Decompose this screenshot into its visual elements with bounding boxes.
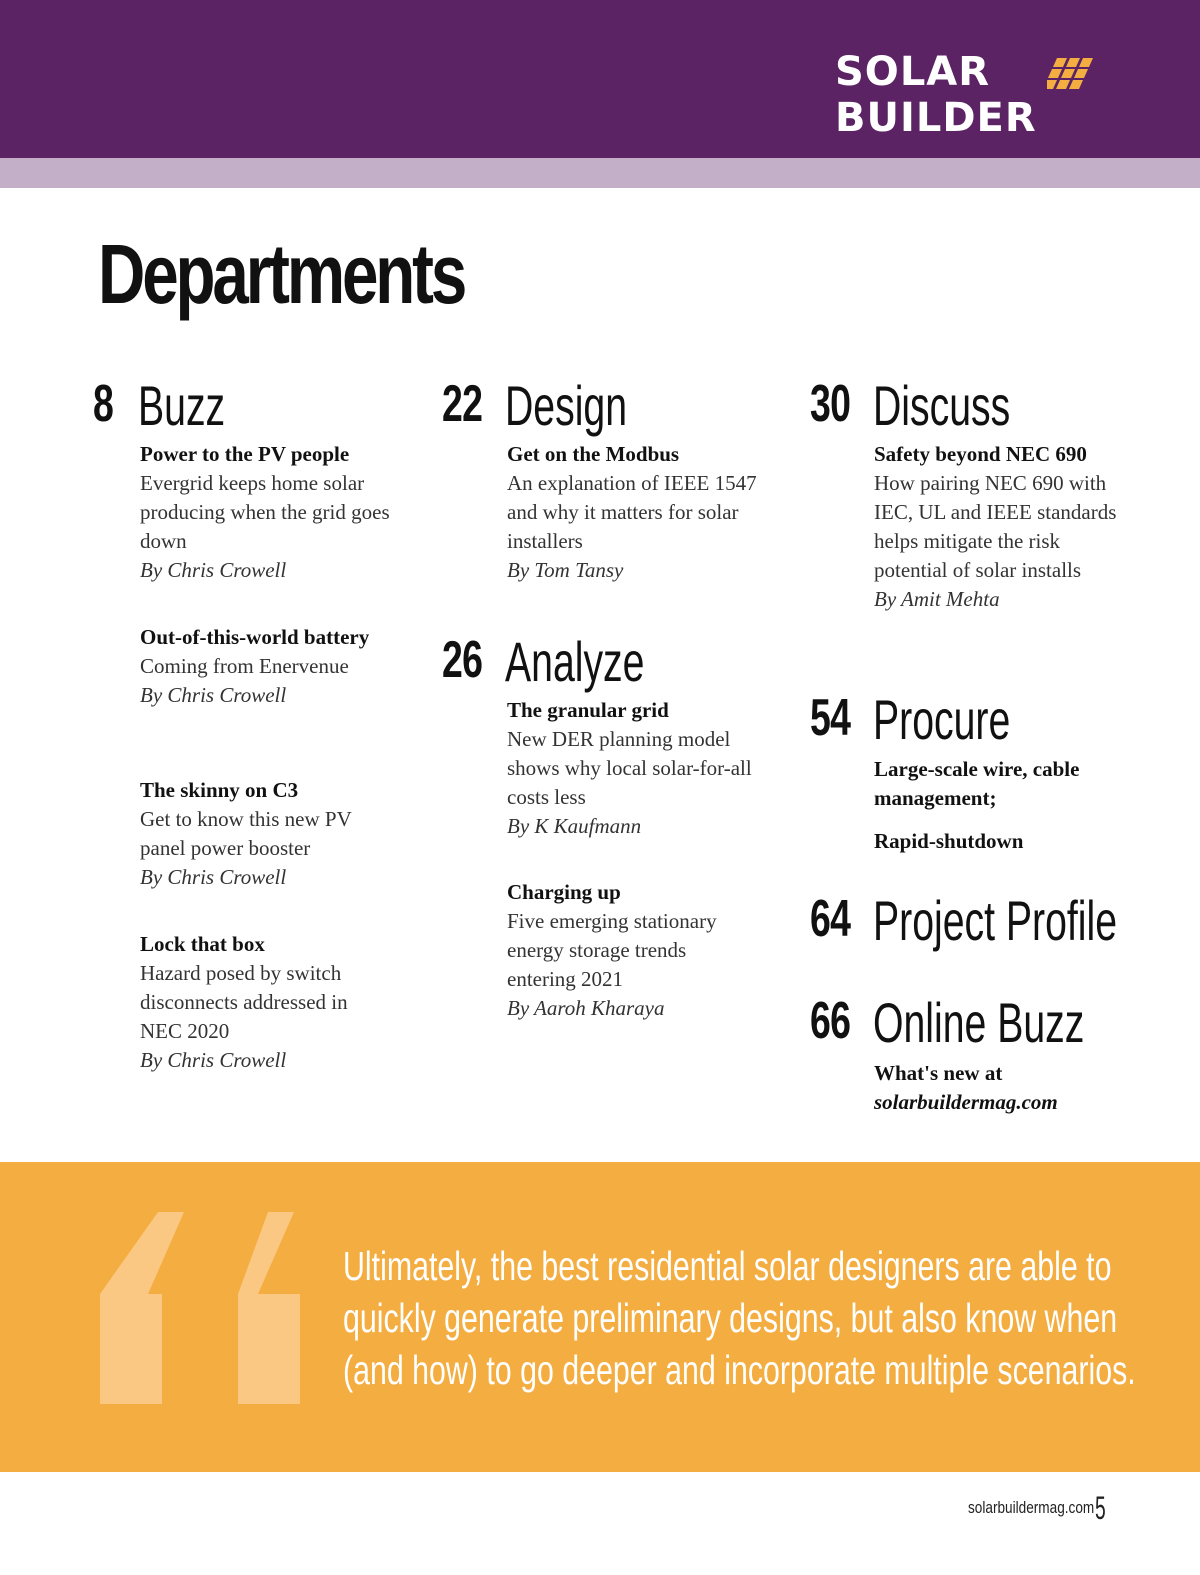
article-charging-up[interactable]: [507, 878, 757, 1023]
article-title: Safety beyond NEC 690: [874, 442, 1087, 466]
page-title: Departments: [98, 227, 465, 321]
article-title: Charging up: [507, 880, 621, 904]
article-byline: By Amit Mehta: [874, 587, 1000, 611]
quote-line: (and how) to go deeper and incorporate multiple scenarios.: [343, 1347, 1136, 1393]
article-safety-beyond-nec-690[interactable]: [874, 440, 1124, 614]
article-description: Five emerging stationary energy storage trends entering 2021: [507, 909, 717, 991]
article-skinny-on-c3[interactable]: [140, 776, 390, 892]
article-byline: By K Kaufmann: [507, 814, 642, 838]
header-subbar: [0, 158, 1200, 188]
section-number: 66: [810, 992, 851, 1050]
section-number: 26: [442, 631, 483, 689]
article-description: Evergrid keeps home solar producing when the grid goes down: [140, 471, 390, 553]
footer-url[interactable]: solarbuildermag.com: [968, 1498, 1095, 1517]
online-buzz-url[interactable]: solarbuildermag.com: [874, 1090, 1058, 1114]
section-online-buzz: [810, 991, 1130, 1055]
article-byline: By Chris Crowell: [140, 683, 287, 707]
article-power-to-pv-people[interactable]: [140, 440, 390, 585]
section-name: Discuss: [873, 374, 1011, 437]
section-name: Online Buzz: [873, 991, 1085, 1054]
article-byline: By Chris Crowell: [140, 1048, 287, 1072]
section-name: Project Profile: [873, 889, 1118, 952]
article-out-of-this-world-battery[interactable]: [140, 623, 390, 710]
section-number: 30: [810, 375, 851, 433]
article-title: Large-scale wire, cable management;: [874, 757, 1080, 810]
article-description: An explanation of IEEE 1547 and why it matters for solar installers: [507, 471, 757, 553]
section-buzz: [93, 374, 413, 438]
article-title: The skinny on C3: [140, 778, 299, 802]
pull-quote-text: [343, 1240, 1136, 1396]
pull-quote-band: [0, 1162, 1200, 1472]
section-project-profile: [810, 889, 1130, 953]
article-whats-new-online[interactable]: [874, 1059, 1134, 1117]
article-title: Out-of-this-world battery: [140, 625, 370, 649]
section-discuss: [810, 374, 1130, 438]
quote-mark-icon: [100, 1212, 300, 1404]
article-description: Coming from Enervenue: [140, 654, 349, 678]
article-byline: By Chris Crowell: [140, 865, 287, 889]
section-design: [442, 374, 762, 438]
section-name: Design: [505, 374, 628, 437]
article-wire-cable-management[interactable]: [874, 755, 1104, 813]
section-name: Buzz: [138, 374, 226, 437]
section-procure: [810, 688, 1130, 752]
section-number: 64: [810, 890, 851, 948]
article-byline: By Chris Crowell: [140, 558, 287, 582]
section-number: 8: [93, 375, 114, 433]
article-title: Lock that box: [140, 932, 265, 956]
article-description: Hazard posed by switch disconnects addressed in NEC 2020: [140, 961, 348, 1043]
article-get-on-the-modbus[interactable]: [507, 440, 757, 585]
logo-line-1: SOLAR: [835, 49, 991, 95]
article-lock-that-box[interactable]: [140, 930, 390, 1075]
section-analyze: [442, 630, 762, 694]
article-title: Get on the Modbus: [507, 442, 680, 466]
article-description: How pairing NEC 690 with IEC, UL and IEEE standards helps mitigate the risk potential of solar installs: [874, 471, 1117, 582]
article-byline: By Aaroh Kharaya: [507, 996, 665, 1020]
logo-line-2: BUILDER: [835, 95, 1037, 141]
article-title: The granular grid: [507, 698, 669, 722]
section-number: 22: [442, 375, 483, 433]
article-title: Rapid-shutdown: [874, 829, 1024, 853]
section-name: Procure: [873, 688, 1011, 751]
quote-line: Ultimately, the best residential solar designers are able to: [343, 1243, 1112, 1289]
article-granular-grid[interactable]: [507, 696, 757, 841]
solar-builder-logo: [835, 49, 1095, 142]
article-title: Power to the PV people: [140, 442, 350, 466]
article-rapid-shutdown[interactable]: [874, 827, 1104, 856]
article-description: New DER planning model shows why local solar-for-all costs less: [507, 727, 752, 809]
article-byline: By Tom Tansy: [507, 558, 624, 582]
article-description: Get to know this new PV panel power booster: [140, 807, 352, 860]
section-name: Analyze: [505, 630, 645, 693]
quote-line: quickly generate preliminary designs, but also know when: [343, 1295, 1118, 1341]
solar-panel-icon: [1047, 58, 1099, 90]
section-number: 54: [810, 689, 851, 747]
page-number: 5: [1095, 1490, 1106, 1526]
online-buzz-line-1: What's new at: [874, 1061, 1003, 1085]
